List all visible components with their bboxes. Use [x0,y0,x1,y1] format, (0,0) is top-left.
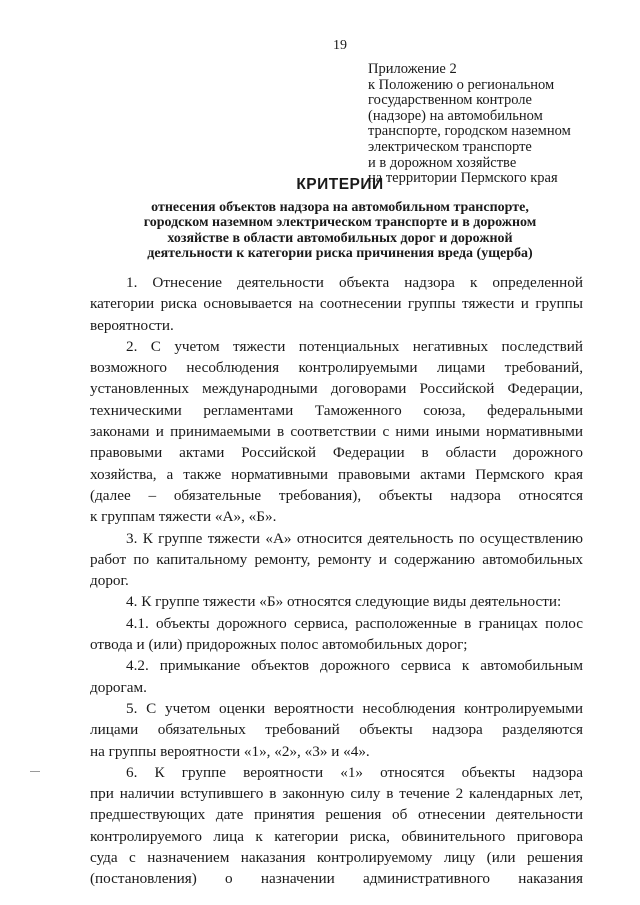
body-line: 6. К группе вероятности «1» относятся объекты надзора [126,763,583,781]
subtitle-line: деятельности к категории риска причинения вреда (ущерба) [147,245,533,261]
body-line: дорогам. [90,678,147,696]
appendix-line: (надзоре) на автомобильном [368,107,543,124]
document-body [90,272,583,890]
appendix-line: Приложение 2 [368,61,457,77]
appendix-line: к Положению о региональном [368,76,555,93]
body-line: на группы вероятности «1», «2», «3» и «4». [90,742,370,760]
body-line: 4.2. примыкание объектов дорожного сервиса к автомобильным [126,657,583,675]
body-line: контролируемого лица к категории риска, обвинительного приговора [90,827,583,845]
body-line: отвода и (или) придорожных полос автомобильных дорог; [90,636,468,654]
body-line: 3. К группе тяжести «А» относится деятельность по осуществлению [126,529,583,547]
subtitle-line: городском наземном электрическом транспорте и в дорожном [143,215,537,231]
document-title: КРИТЕРИИ [296,176,384,193]
body-line: 5. С учетом оценки вероятности несоблюдения контролируемыми [126,699,583,717]
body-line: правовыми актами Российской Федерации в области дорожного [90,444,583,462]
body-line: законами и принимаемыми в соответствии с ними иными нормативными [90,423,583,441]
body-line: предшествующих дате принятия решения об отнесении деятельности [90,806,583,824]
appendix-line: государственном контроле [368,92,532,109]
appendix-header [368,62,628,187]
body-line: работ по капитальному ремонту, ремонту и содержанию автомобильных [90,550,583,568]
body-line: возможного несоблюдения контролируемыми лицами требований, [90,359,583,377]
body-line: (далее – обязательные требования), объекты надзора относятся [90,486,583,504]
margin-mark [30,771,40,772]
body-line: к группам тяжести «А», «Б». [90,508,277,526]
body-line: техническими регламентами Таможенного союза, федеральными [90,401,583,419]
body-line: установленных международными договорами Российской Федерации, [90,380,583,398]
body-line: (постановления) о назначении административного наказания [90,870,583,888]
document-subtitle [90,200,590,261]
appendix-line: электрическом транспорте [368,138,532,155]
body-line: лицами обязательных требований объекты надзора разделяются [90,721,583,739]
appendix-line: транспорте, городском наземном [368,123,571,140]
subtitle-line: хозяйстве в области автомобильных дорог и дорожной [167,230,513,246]
body-line: категории риска основывается на соотнесении группы тяжести и группы [90,295,583,313]
body-line: 1. Отнесение деятельности объекта надзора к определенной [126,274,583,291]
appendix-line: и в дорожном хозяйстве [368,154,517,171]
body-line: суда с назначением наказания контролируемому лицу (или решения [90,849,583,867]
body-line: 4.1. объекты дорожного сервиса, расположенные в границах полос [126,614,583,632]
body-line: 4. К группе тяжести «Б» относятся следующие виды деятельности: [126,593,562,611]
body-line: 2. С учетом тяжести потенциальных негативных последствий [126,337,583,355]
appendix-line: на территории Пермского края [368,170,558,187]
body-line: при наличии вступившего в законную силу в течение 2 календарных лет, [90,785,583,803]
body-line: хозяйства, а также нормативными правовыми актами Пермского края [90,465,583,483]
page-number: 19 [333,38,347,53]
body-line: дорог. [90,572,129,590]
body-line: вероятности. [90,316,174,334]
subtitle-line: отнесения объектов надзора на автомобильном транспорте, [151,200,529,215]
